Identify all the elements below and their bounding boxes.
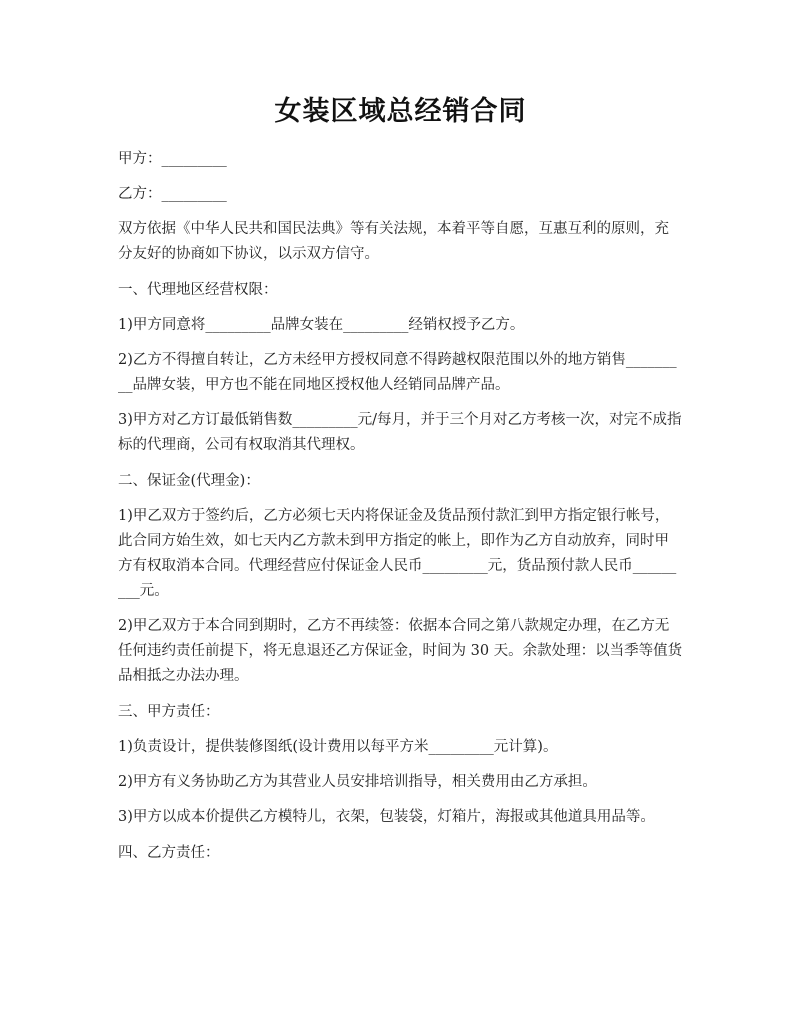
clause-2-1: 1)甲乙双方于签约后，乙方必须七天内将保证金及货品预付款汇到甲方指定银行帐号，此合同方始生效，如七天内乙方款未到甲方指定的帐上，即作为乙方自动放弃，同时甲方有权取消本合同。代理经营应付保证金人民币_________元，货品预付款人民币_________元。 xyxy=(118,508,677,599)
section-heading-deposit: 二、保证金(代理金)： xyxy=(118,473,260,489)
preamble-paragraph: 双方依据《中华人民共和国民法典》等有关法规，本着平等自愿，互惠互利的原则，充分友好的协商如下协议，以示双方信守。 xyxy=(118,221,669,262)
clause-3-3: 3)甲方以成本价提供乙方模特儿，衣架，包装袋，灯箱片，海报或其他道具用品等。 xyxy=(118,809,655,825)
party-a-line: 甲方：_________ xyxy=(118,151,227,167)
clause-1-3: 3)甲方对乙方订最低销售数_________元/每月，并于三个月对乙方考核一次，对完不成指标的代理商，公司有权取消其代理权。 xyxy=(118,412,682,453)
section-heading-party-b-duties: 四、乙方责任： xyxy=(118,845,220,861)
section-heading-agency-rights: 一、代理地区经营权限： xyxy=(118,282,278,298)
document-title: 女装区域总经销合同 xyxy=(274,96,527,127)
document-page xyxy=(118,88,683,866)
clause-1-2: 2)乙方不得擅自转让，乙方未经甲方授权同意不得跨越权限范围以外的地方销售_________品牌女装，甲方也不能在同地区授权他人经销同品牌产品。 xyxy=(118,352,677,393)
clause-2-2: 2)甲乙双方于本合同到期时，乙方不再续签：依据本合同之第八款规定办理，在乙方无任何违约责任前提下，将无息退还乙方保证金，时间为 30 天。余款处理：以当季等值货品相抵之办法办理。 xyxy=(118,618,683,684)
party-b-line: 乙方：_________ xyxy=(118,186,227,202)
clause-3-2: 2)甲方有义务协助乙方为其营业人员安排培训指导，相关费用由乙方承担。 xyxy=(118,774,597,790)
clause-3-1: 1)负责设计，提供装修图纸(设计费用以每平方米_________元计算)。 xyxy=(118,739,558,755)
section-heading-party-a-duties: 三、甲方责任： xyxy=(118,704,220,720)
clause-1-1: 1)甲方同意将_________品牌女装在_________经销权授予乙方。 xyxy=(118,317,525,333)
